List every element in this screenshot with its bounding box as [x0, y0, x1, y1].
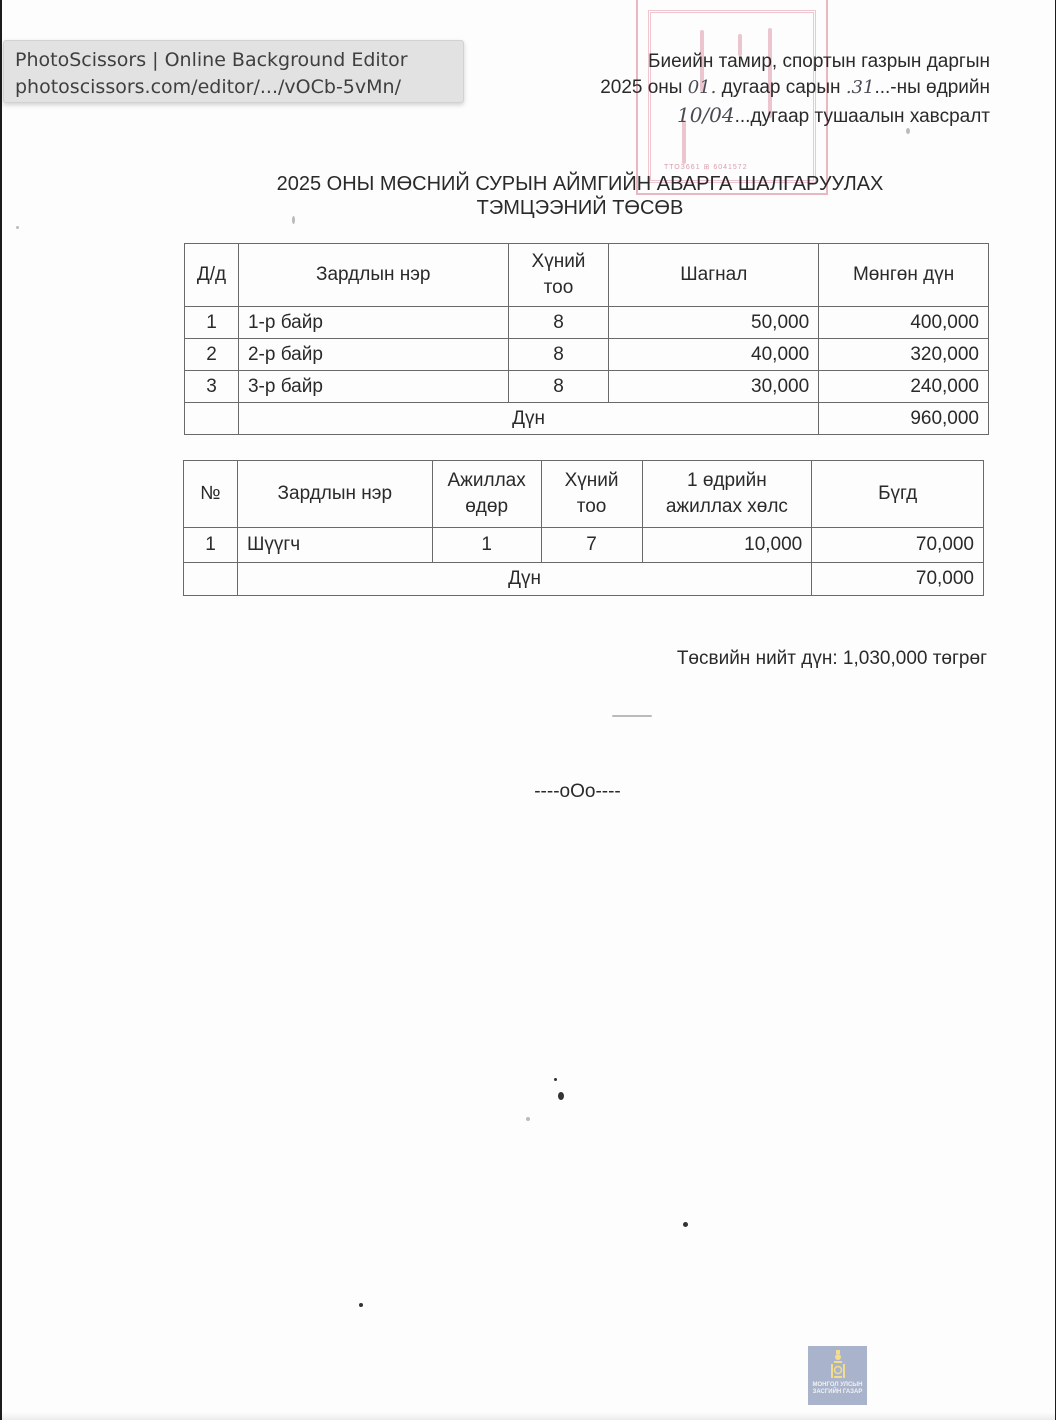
- sum-label: Дүн: [238, 403, 818, 435]
- budget-total-currency: төгрөг: [932, 648, 987, 669]
- col-header-expense-name: Зардлын нэр: [237, 461, 432, 528]
- col-header-daily-wage: 1 өдрийн ажиллах хөлс: [642, 461, 812, 528]
- table-row: [185, 307, 989, 339]
- header-order-suffix: ...дугаар тушаалын хавсралт: [734, 106, 990, 127]
- sum-label: Дүн: [237, 563, 811, 596]
- table-header-row: [185, 244, 989, 307]
- document-title-line-1: 2025 ОНЫ МӨСНИЙ СУРЫН АЙМГИЙН АВАРГА ШАЛГАРУУЛАХ: [276, 173, 884, 195]
- header-year-prefix: 2025 оны: [600, 77, 683, 98]
- header-line-1: Биеийн тамир, спортын газрын даргын: [647, 51, 990, 72]
- cell-name: Шүүгч: [237, 528, 432, 563]
- header-line-3: [677, 103, 990, 128]
- cell-name: 1-р байр: [238, 307, 508, 339]
- col-header-work-days: Ажиллах өдөр: [432, 461, 541, 528]
- col-header-people-count: Хүний тоо: [508, 244, 609, 307]
- cell-people: 8: [508, 339, 609, 371]
- handwritten-order-number: 10/04: [676, 103, 735, 127]
- cell-empty: [185, 403, 239, 435]
- cell-prize: 30,000: [609, 371, 819, 403]
- cell-no: 1: [185, 307, 239, 339]
- end-mark: ----оОо----: [534, 781, 621, 802]
- cell-days: 1: [432, 528, 541, 563]
- sum-value: 70,000: [812, 563, 984, 596]
- cell-people: 8: [508, 307, 609, 339]
- cell-prize: 40,000: [609, 339, 819, 371]
- scan-speck: [906, 128, 910, 134]
- scan-speck: [526, 1117, 530, 1121]
- document-title-line-2: ТЭМЦЭЭНИЙ ТӨСӨВ: [476, 197, 684, 219]
- scan-speck: [16, 226, 19, 229]
- tooltip-title: PhotoScissors | Online Background Editor: [15, 49, 408, 71]
- handwritten-month: 01: [687, 77, 711, 98]
- col-header-no: Д/д: [185, 244, 239, 307]
- scan-speck: [359, 1303, 363, 1307]
- soyombo-emblem-icon: [828, 1350, 848, 1380]
- col-header-expense-name: Зардлын нэр: [238, 244, 508, 307]
- scan-speck: [558, 1092, 564, 1100]
- cell-people: 7: [541, 528, 642, 563]
- header-month-label: дугаар сарын: [721, 77, 841, 98]
- handwritten-day: 31: [851, 77, 875, 98]
- stamp-number: ТТОЗ661 ⊞ 6041572: [664, 164, 748, 171]
- cell-no: 1: [184, 528, 238, 563]
- col-header-no: №: [184, 461, 238, 528]
- scan-speck: [292, 216, 295, 224]
- cell-people: 8: [508, 371, 609, 403]
- cell-total: 70,000: [812, 528, 984, 563]
- prize-table: [184, 243, 989, 435]
- cell-amount: 240,000: [819, 371, 989, 403]
- cell-name: 3-р байр: [238, 371, 508, 403]
- page-bottom-edge: [2, 1412, 1055, 1420]
- cell-amount: 400,000: [819, 307, 989, 339]
- table-header-row: [184, 461, 984, 528]
- cell-no: 3: [185, 371, 239, 403]
- cell-amount: 320,000: [819, 339, 989, 371]
- cell-empty: [184, 563, 238, 596]
- table-sum-row: [184, 563, 984, 596]
- government-logo: [808, 1346, 867, 1405]
- table-row: [184, 528, 984, 563]
- budget-total-value: 1,030,000: [842, 648, 928, 669]
- table-row: [185, 371, 989, 403]
- col-header-prize: Шагнал: [609, 244, 819, 307]
- col-header-total: Бүгд: [812, 461, 984, 528]
- scan-speck: [612, 715, 652, 717]
- table-sum-row: [185, 403, 989, 435]
- table-row: [185, 339, 989, 371]
- tooltip-url: photoscissors.com/editor/.../vOCb-5vMn/: [15, 76, 401, 98]
- header-day-suffix: -ны өдрийн: [890, 77, 990, 98]
- tab-tooltip: [3, 40, 464, 103]
- budget-total-label: Төсвийн нийт дүн:: [676, 648, 838, 669]
- scan-speck: [554, 1078, 557, 1081]
- sum-value: 960,000: [819, 403, 989, 435]
- cell-no: 2: [185, 339, 239, 371]
- logo-text: МОНГОЛ УЛСЫН ЗАСГИЙН ГАЗАР: [812, 1382, 863, 1395]
- cell-prize: 50,000: [609, 307, 819, 339]
- header-line-2: 2025 оны 01. дугаар сарын .31...-ны өдрийн: [600, 77, 990, 98]
- referee-wage-table: [183, 460, 984, 596]
- cell-wage: 10,000: [642, 528, 812, 563]
- col-header-people-count: Хүний тоо: [541, 461, 642, 528]
- cell-name: 2-р байр: [238, 339, 508, 371]
- col-header-amount: Мөнгөн дүн: [819, 244, 989, 307]
- budget-total: [677, 648, 987, 670]
- scan-speck: [683, 1222, 688, 1227]
